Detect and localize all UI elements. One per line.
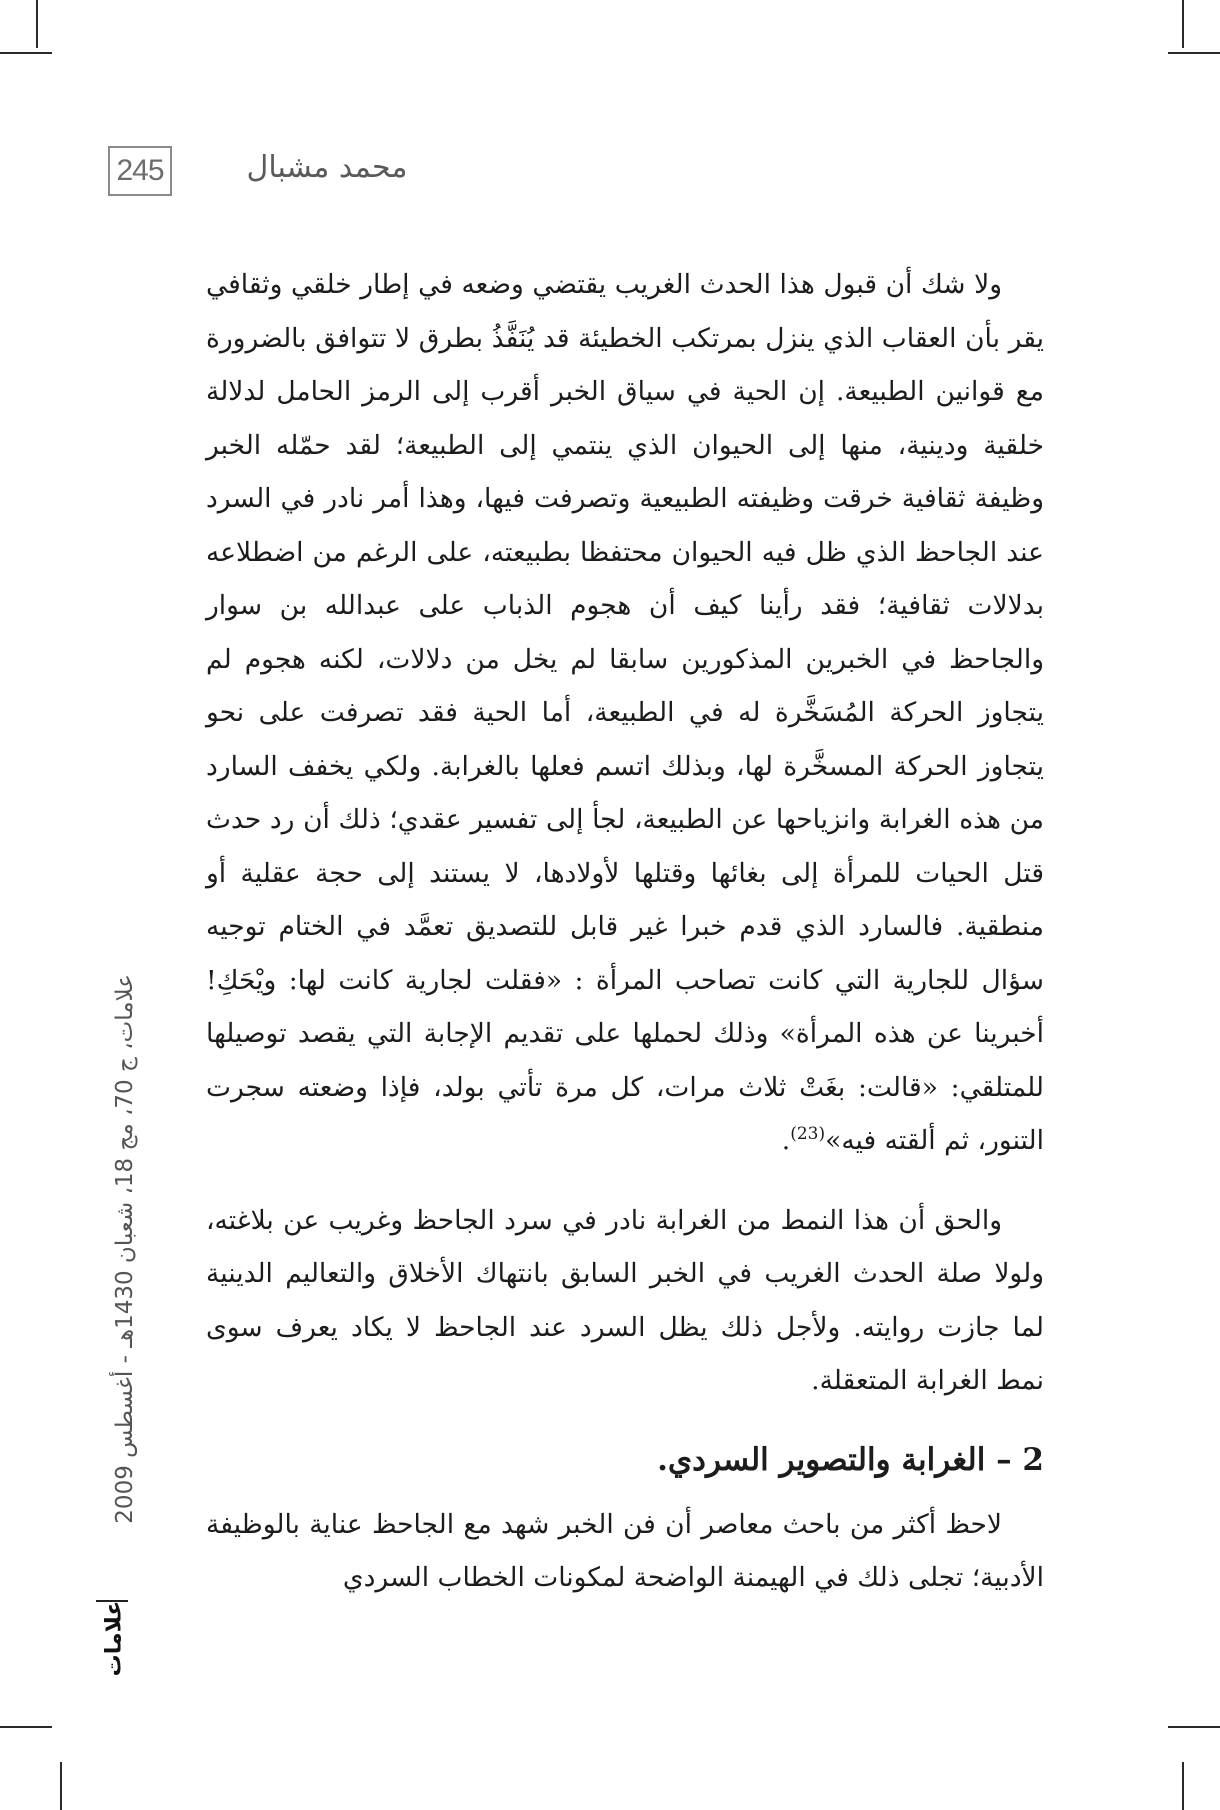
crop-mark-top-right-v — [1182, 0, 1184, 48]
journal-logo-text: علامات — [101, 1600, 127, 1676]
crop-mark-top-left-v — [36, 0, 38, 48]
paragraph-2: والحق أن هذا النمط من الغرابة نادر في سرد الجاحظ وغريب عن بلاغته، ولولا صلة الحدث الغريب في الخبر السابق بانتهاك الأخلاق والتعاليم الدينية لما جازت روايته. ولأجل ذلك يظل السرد عند الجاحظ لا يكاد يعرف سوى نمط الغرابة المتعقلة. — [206, 1204, 1044, 1396]
page-number — [108, 146, 172, 196]
section-heading: 2 – الغرابة والتصوير السردي. — [657, 1441, 1044, 1478]
journal-issue-info: علامات، ج 70، مج 18، شعبان 1430هـ - أغسطس 2009 — [112, 974, 138, 1524]
paragraph-1-text: ولا شك أن قبول هذا الحدث الغريب يقتضي وضعه في إطار خلقي وثقافي يقر بأن العقاب الذي ينزل بمرتكب الخطيئة قد يُنَفَّذُ بطرق لا تتوافق بالضرورة مع قوانين الطبيعة. إن الحية في سياق الخبر أقرب إلى الرمز الحامل لدلالة خلقية ودينية، منها إلى الحيوان الذي ينتمي إلى الطبيعة؛ لقد حمّله الخبر وظيفة ثقافية خرقت وظيفته الطبيعية وتصرفت فيها، وهذا أمر نادر في السرد عند الجاحظ الذي ظل فيه الحيوان محتفظا بطبيعته، على الرغم من اضطلاعه بدلالات ثقافية؛ فقد رأينا كيف أن هجوم الذباب على عبدالله بن سوار والجاحظ في الخبرين المذكورين سابقا لم يخل من دلالات، لكنه هجوم لم يتجاوز الحركة المُسَخَّرة له في الطبيعة، أما الحية فقد تصرفت على نحو يتجاوز الحركة المسخَّرة لها، وبذلك اتسم فعلها بالغرابة. ولكي يخفف السارد من هذه الغرابة وانزياحها عن الطبيعة، لجأ إلى تفسير عقدي؛ ذلك أن رد حدث قتل الحيات للمرأة إلى بغائها وقتلها لأولادها، لا يستند إلى حجة عقلية أو منطقية. فالسارد الذي قدم خبرا غير قابل للتصديق تعمَّد في الختام توجيه سؤال للجارية التي كانت تصاحب المرأة : «فقلت لجارية كانت لها: ويْحَكِ! أخبرينا عن هذه المرأة» وذلك لحملها على تقديم الإجابة التي يقصد توصيلها للمتلقي: «قالت: بغَتْ ثلاث مرات، كل مرة تأتي بولد، فإذا وضعته سجرت التنور، ثم ألقته فيه» — [206, 269, 1044, 1156]
crop-mark-top-right-h — [1168, 52, 1220, 54]
footnote-ref: (23) — [790, 1124, 826, 1145]
crop-mark-bottom-right-v — [1182, 1762, 1184, 1810]
paragraph-3: لاحظ أكثر من باحث معاصر أن فن الخبر شهد مع الجاحظ عناية بالوظيفة الأدبية؛ تجلى ذلك في الهيمنة الواضحة لمكونات الخطاب السردي — [206, 1508, 1044, 1593]
crop-mark-top-left-h — [0, 52, 52, 54]
journal-logo — [92, 1600, 136, 1676]
crop-mark-bottom-right-h — [1168, 1726, 1220, 1728]
paragraph-1 — [206, 258, 1044, 1168]
paragraph-1-end: . — [781, 1125, 791, 1156]
crop-mark-bottom-left-v — [60, 1762, 62, 1810]
crop-mark-bottom-left-h — [0, 1726, 52, 1728]
page-number-text: 245 — [116, 154, 164, 187]
article-body — [206, 258, 1044, 1605]
running-author: محمد مشبال — [246, 150, 408, 185]
